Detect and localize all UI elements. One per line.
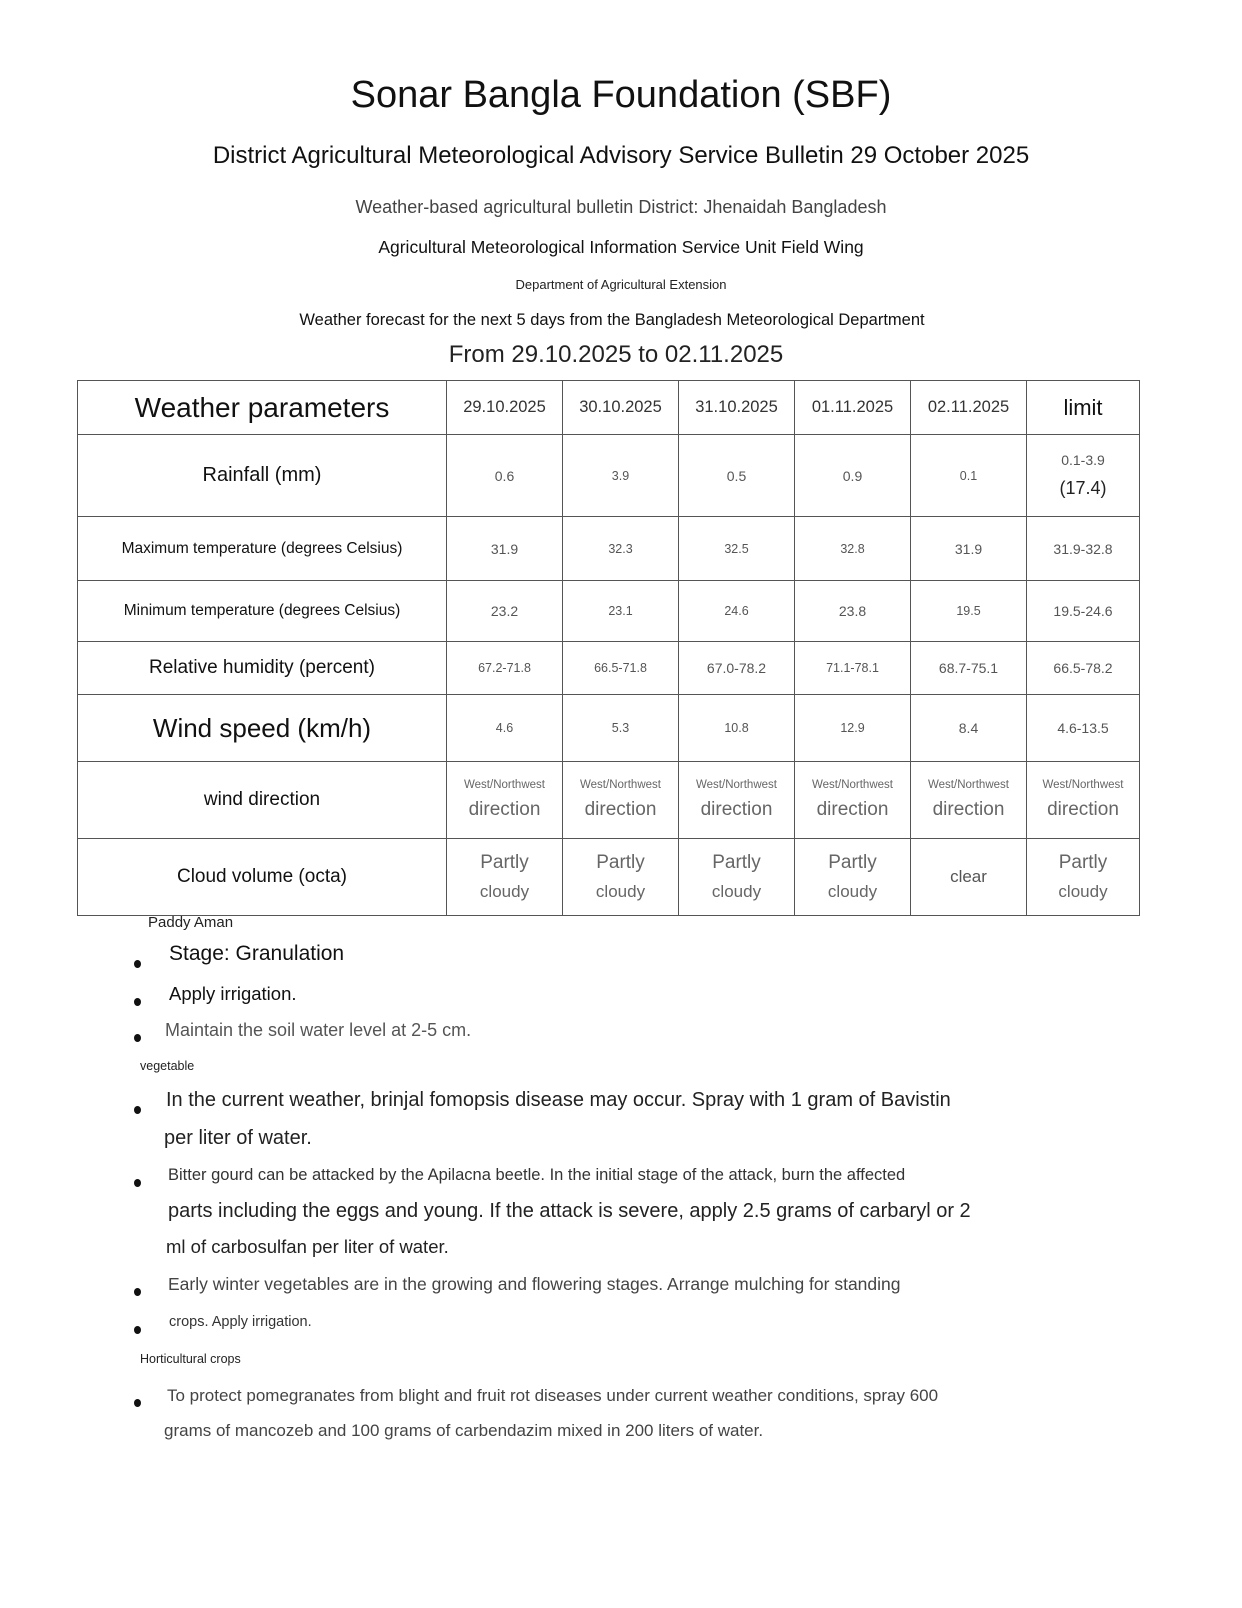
cell-value	[679, 762, 795, 839]
table-header-row	[78, 381, 1140, 435]
direction-word: direction	[584, 799, 657, 820]
cell-limit	[1027, 435, 1140, 517]
table-row-humidity	[78, 642, 1140, 695]
advisory-item-line: Bitter gourd can be attacked by the Apilacna beetle. In the initial stage of the attack, burn the affected	[168, 1166, 906, 1184]
advisory-item: crops. Apply irrigation.	[169, 1314, 312, 1330]
service-unit: Agricultural Meteorological Information Service Unit Field Wing	[378, 237, 864, 257]
cloud-top: Partly	[1058, 852, 1108, 873]
limit-range: 0.1-3.9	[1061, 452, 1105, 468]
table-row-max-temp	[78, 517, 1140, 581]
row-label: Relative humidity (percent)	[78, 642, 447, 695]
cell-limit: 31.9-32.8	[1027, 517, 1140, 581]
cell-value: 12.9	[795, 695, 911, 762]
row-label: Cloud volume (octa)	[78, 839, 447, 916]
advisory-item: Early winter vegetables are in the growing and flowering stages. Arrange mulching for standing	[168, 1274, 901, 1294]
direction-word: direction	[932, 799, 1005, 820]
cell-value: 0.1	[911, 435, 1027, 517]
cell-value	[679, 839, 795, 916]
cell-value: 8.4	[911, 695, 1027, 762]
bulletin-title: District Agricultural Meteorological Advisory Service Bulletin 29 October 2025	[212, 142, 1030, 169]
bullet-icon	[134, 1399, 141, 1407]
cell-value: 3.9	[563, 435, 679, 517]
cell-value: 0.9	[795, 435, 911, 517]
bullet-icon	[134, 1288, 141, 1296]
header-date: 29.10.2025	[447, 381, 563, 435]
bullet-icon	[134, 1034, 141, 1042]
cloud-top: Partly	[596, 852, 645, 873]
cloud-bottom: cloudy	[595, 882, 646, 901]
direction-name: West/Northwest	[464, 779, 545, 791]
cloud-bottom: cloudy	[711, 882, 762, 901]
bullet-icon	[134, 998, 141, 1006]
direction-word: direction	[1047, 799, 1119, 820]
bullet-icon	[134, 1179, 141, 1187]
header-limit: limit	[1027, 381, 1140, 435]
weather-forecast-table	[77, 380, 1140, 916]
department: Department of Agricultural Extension	[515, 277, 727, 292]
row-label: Maximum temperature (degrees Celsius)	[78, 517, 447, 581]
advisory-item-line: ml of carbosulfan per liter of water.	[166, 1236, 449, 1257]
advisory-item: Maintain the soil water level at 2-5 cm.	[165, 1020, 472, 1040]
organization-title: Sonar Bangla Foundation (SBF)	[350, 74, 892, 116]
cell-value	[563, 762, 679, 839]
cell-value: 31.9	[911, 517, 1027, 581]
direction-name: West/Northwest	[580, 779, 661, 791]
direction-word: direction	[468, 799, 541, 820]
row-label: Wind speed (km/h)	[78, 695, 447, 762]
cell-value: 24.6	[679, 581, 795, 642]
direction-name: West/Northwest	[928, 779, 1009, 791]
cell-value: 32.5	[679, 517, 795, 581]
advisory-item-line: parts including the eggs and young. If the attack is severe, apply 2.5 grams of carbaryl or 2	[168, 1200, 971, 1222]
cell-value	[911, 762, 1027, 839]
cell-value: 0.5	[679, 435, 795, 517]
cell-value: 10.8	[679, 695, 795, 762]
cell-value: 67.0-78.2	[679, 642, 795, 695]
direction-name: West/Northwest	[812, 779, 893, 791]
advisory-item-line: To protect pomegranates from blight and fruit rot diseases under current weather conditions, spray 600	[167, 1386, 939, 1405]
cell-limit: 19.5-24.6	[1027, 581, 1140, 642]
bulletin-district: Weather-based agricultural bulletin District: Jhenaidah Bangladesh	[355, 197, 887, 217]
advisory-item-line: In the current weather, brinjal fomopsis disease may occur. Spray with 1 gram of Bavistin	[166, 1089, 951, 1111]
cell-value: 31.9	[447, 517, 563, 581]
cell-value: 66.5-71.8	[563, 642, 679, 695]
advisory-item-line: per liter of water.	[164, 1127, 312, 1149]
cell-value: 32.8	[795, 517, 911, 581]
row-label: Rainfall (mm)	[78, 435, 447, 517]
cell-value: 71.1-78.1	[795, 642, 911, 695]
cell-value: 19.5	[911, 581, 1027, 642]
cloud-top: Partly	[712, 852, 761, 873]
table-row-rainfall	[78, 435, 1140, 517]
cell-value	[795, 762, 911, 839]
cell-value: clear	[911, 839, 1027, 916]
cell-value	[447, 762, 563, 839]
cell-limit: 66.5-78.2	[1027, 642, 1140, 695]
cell-value: 32.3	[563, 517, 679, 581]
section-heading-vegetable: vegetable	[140, 1059, 195, 1073]
direction-word: direction	[700, 799, 773, 820]
section-heading-horticulture: Horticultural crops	[140, 1352, 241, 1366]
header-date: 02.11.2025	[911, 381, 1027, 435]
cell-value: 67.2-71.8	[447, 642, 563, 695]
cell-value: 0.6	[447, 435, 563, 517]
header-date: 01.11.2025	[795, 381, 911, 435]
cloud-top: Partly	[828, 852, 877, 873]
cell-value	[795, 839, 911, 916]
row-label: wind direction	[78, 762, 447, 839]
bullet-icon	[134, 960, 141, 968]
cell-value	[563, 839, 679, 916]
advisory-item: Apply irrigation.	[169, 983, 297, 1004]
cell-value	[447, 839, 563, 916]
cell-limit: 4.6-13.5	[1027, 695, 1140, 762]
section-heading-paddy: Paddy Aman	[148, 914, 234, 931]
cloud-bottom: cloudy	[827, 882, 878, 901]
cloud-top: Partly	[480, 852, 529, 873]
cell-value: 23.8	[795, 581, 911, 642]
forecast-date-range: From 29.10.2025 to 02.11.2025	[448, 341, 784, 368]
table-row-min-temp	[78, 581, 1140, 642]
header-date: 31.10.2025	[679, 381, 795, 435]
cell-value: 4.6	[447, 695, 563, 762]
limit-total: (17.4)	[1059, 478, 1107, 498]
table-row-wind-speed	[78, 695, 1140, 762]
forecast-source: Weather forecast for the next 5 days from the Bangladesh Meteorological Department	[299, 311, 925, 329]
header-weather-parameters: Weather parameters	[78, 381, 447, 435]
bullet-icon	[134, 1106, 141, 1114]
cell-value: 68.7-75.1	[911, 642, 1027, 695]
header-date: 30.10.2025	[563, 381, 679, 435]
cell-value: 23.2	[447, 581, 563, 642]
cell-limit	[1027, 839, 1140, 916]
table-row-cloud	[78, 839, 1140, 916]
row-label: Minimum temperature (degrees Celsius)	[78, 581, 447, 642]
direction-name: West/Northwest	[696, 779, 777, 791]
advisory-item-line: grams of mancozeb and 100 grams of carbendazim mixed in 200 liters of water.	[164, 1421, 764, 1440]
direction-name: West/Northwest	[1042, 779, 1124, 791]
advisory-item: Stage: Granulation	[169, 942, 345, 965]
cloud-bottom: cloudy	[1058, 882, 1108, 901]
cell-value: 5.3	[563, 695, 679, 762]
cloud-bottom: cloudy	[479, 882, 530, 901]
direction-word: direction	[816, 799, 889, 820]
cell-value: 23.1	[563, 581, 679, 642]
bullet-icon	[134, 1326, 141, 1334]
cell-limit	[1027, 762, 1140, 839]
table-row-wind-direction	[78, 762, 1140, 839]
